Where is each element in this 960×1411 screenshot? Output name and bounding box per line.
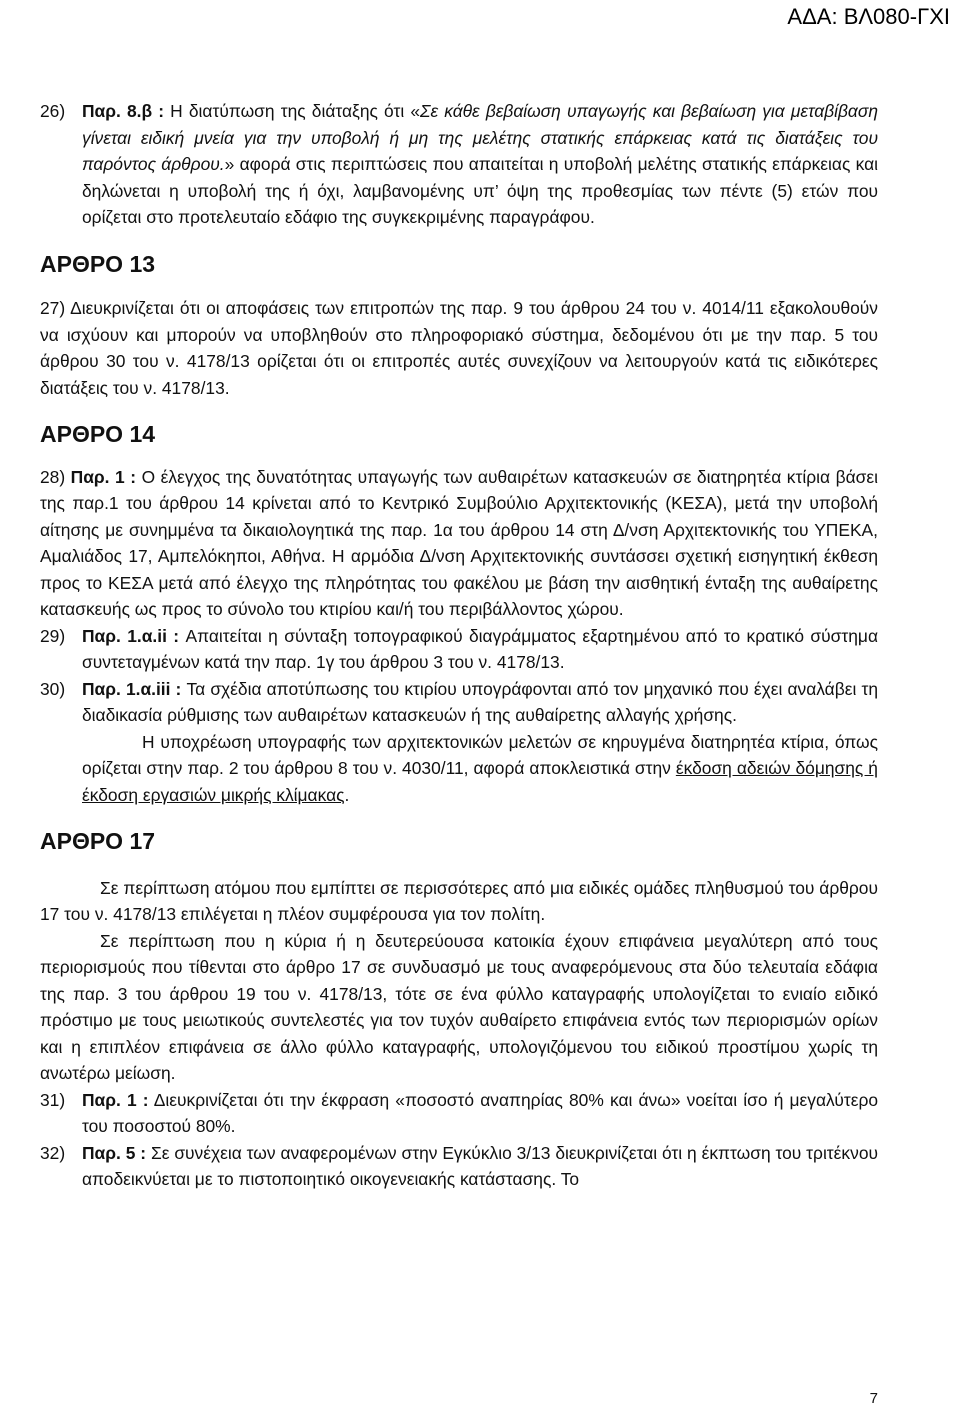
item-text: Ο έλεγχος της δυνατότητας υπαγωγής των αυθαιρέτων κατασκευών σε διατηρητέα κτίρια βάσει της παρ.1 του άρθρου 14 κρίνεται από το Κεντρικό Συμβούλιο Αρχιτεκτονικής (ΚΕΣΑ), μετά την υποβολή αίτησης με συνημμένα τα δικαιολογητικά της παρ. 1α του άρθρου 14 στη Δ/νση Αρχιτεκτονικής του ΥΠΕΚΑ, Αμαλιάδος 17, Αμπελόκηποι, Αθήνα. Η αρμόδια Δ/νση Αρχιτεκτονικής συντάσσει σχετική εισηγητική έκθεση προς το ΚΕΣΑ μετά από έλεγχο της πληρότητας του φακέλου με βάση την αισθητική ένταξη της αυθαίρετης κατασκευής ως προς το σύνολο του κτιρίου και/ή του περιβάλλοντος χώρου.	[40, 466, 878, 619]
article-heading-13: ΑΡΘΡΟ 13	[40, 250, 156, 277]
paragraph-ref: Παρ. 5 :	[82, 1142, 147, 1163]
item-31	[40, 1087, 878, 1140]
item-text	[82, 1140, 878, 1193]
text-run: .	[344, 784, 350, 805]
document-id-header: ΑΔΑ: ΒΛ080-ΓΧΙ	[787, 4, 950, 29]
item-30-para-2	[82, 729, 878, 809]
paragraph-ref: Παρ. 8.β :	[82, 101, 165, 121]
underlined-text: έκδοση αδειών δόμησης ή έκδοση εργασιών μικρής κλίμακας	[82, 758, 878, 805]
quoted-provision: Σε κάθε βεβαίωση υπαγωγής και βεβαίωση για μεταβίβαση γίνεται ειδική μνεία για την υποβολή ή μη της μελέτης στατικής επάρκειας κατά τις διατάξεις του παρόντος άρθρου.	[82, 101, 878, 174]
item-26	[40, 98, 878, 231]
item-28	[40, 464, 878, 623]
item-30-para-1	[82, 676, 878, 729]
text-run: Σε συνέχεια των αναφερομένων στην Εγκύκλιο 3/13 διευκρινίζεται ότι η έκπτωση του τριτέκνου αποδεικνύεται με το πιστοποιητικό οικογενειακής κατάστασης. Το	[82, 1142, 879, 1189]
article-heading-17: ΑΡΘΡΟ 17	[40, 828, 156, 854]
item-number: 26)	[40, 101, 66, 121]
paragraph-ref: Παρ. 1.α.ii :	[82, 625, 180, 646]
paragraph-ref: Παρ. 1 :	[70, 466, 137, 487]
article-17-para-2: Σε περίπτωση που η κύρια ή η δευτερεύουσα κατοικία έχουν επιφάνεια μεγαλύτερη από τους περιορισμούς που τίθενται στο άρθρο 17 σε συνδυασμό με τους αναφερόμενους στα δύο τελευταία εδάφια της παρ. 3 του άρθρου 19 του ν. 4178/13, τότε σε ένα φύλλο καταγραφής υπολογίζεται το ενιαίο ειδικό πρόστιμο με τους μειωτικούς συντελεστές για τον τυχόν αυθαίρετο επιφάνεια εντός των περιορισμών ορίων και η επιπλέον επιφάνεια σε άλλο φύλλο καταγραφής, υπολογιζόμενου του ειδικού προστίμου χωρίς τη ανωτέρω μείωση.	[40, 930, 878, 1083]
item-29	[40, 623, 878, 676]
item-27: 27) Διευκρινίζεται ότι οι αποφάσεις των επιτροπών της παρ. 9 του άρθρου 24 του ν. 4014/11 εξακολουθούν να ισχύουν και μπορούν να υποβληθούν στο πληροφοριακό σύστημα, δεδομένου ότι με την παρ. 5 του άρθρου 30 του ν. 4178/13 ορίζεται ότι οι επιτροπές αυτές συνεχίζουν να λειτουργούν κατά τις ειδικότερες διατάξεις του ν. 4178/13.	[40, 298, 878, 398]
item-30	[40, 676, 878, 809]
paragraph-ref: Παρ. 1 :	[82, 1089, 149, 1110]
item-number: 30)	[40, 678, 66, 699]
item-32	[40, 1140, 878, 1193]
text-run: Τα σχέδια αποτύπωσης του κτιρίου υπογράφονται από τον μηχανικό που έχει αναλάβει τη διαδικασία ρύθμισης των αυθαιρέτων κατασκευών ή της αυθαίρετης αλλαγής χρήσης.	[82, 678, 878, 725]
item-number: 29)	[40, 625, 66, 646]
item-text	[82, 98, 878, 231]
article-17-para-1: Σε περίπτωση ατόμου που εμπίπτει σε περισσότερες από μια ειδικές ομάδες πληθυσμού του άρθρου 17 του ν. 4178/13 επιλέγεται η πλέον συμφέρουσα για τον πολίτη.	[40, 877, 878, 924]
item-number: 31)	[40, 1089, 66, 1110]
text-run: » αφορά στις περιπτώσεις που απαιτείται η υποβολή μελέτης στατικής επάρκειας και δηλώνεται η υποβολή της ή όχι, λαμβανομένης υπ’ όψη της προθεσμίας των πέντε (5) ετών που ορίζεται στο προτελευταίο εδάφιο της συγκεκριμένης παραγράφου.	[82, 154, 878, 227]
item-number: 28)	[40, 466, 71, 487]
text-run: Η υποχρέωση υπογραφής των αρχιτεκτονικών μελετών σε κηρυγμένα διατηρητέα κτίρια, όπως ορίζεται στην παρ. 2 του άρθρου 8 του ν. 4030/11, αφορά αποκλειστικά στην	[82, 731, 878, 778]
item-text	[82, 676, 878, 809]
text-run: Η διατύπωση της διάταξης ότι «	[164, 101, 421, 121]
page-body	[40, 98, 878, 1193]
text-run: Απαιτείται η σύνταξη τοπογραφικού διαγράμματος εξαρτημένου από το κρατικό σύστημα συντεταγμένων κατά την παρ. 1γ του άρθρου 3 του ν. 4178/13.	[82, 625, 878, 672]
text-run: Διευκρινίζεται ότι την έκφραση «ποσοστό αναπηρίας 80% και άνω» νοείται ίσο ή μεγαλύτερο του ποσοστού 80%.	[82, 1089, 879, 1136]
page-number: 7	[869, 1390, 878, 1407]
item-number: 32)	[40, 1142, 66, 1163]
article-heading-14: ΑΡΘΡΟ 14	[40, 421, 156, 447]
item-text	[82, 1087, 878, 1140]
item-text	[82, 623, 878, 676]
paragraph-ref: Παρ. 1.α.iii :	[82, 678, 182, 699]
